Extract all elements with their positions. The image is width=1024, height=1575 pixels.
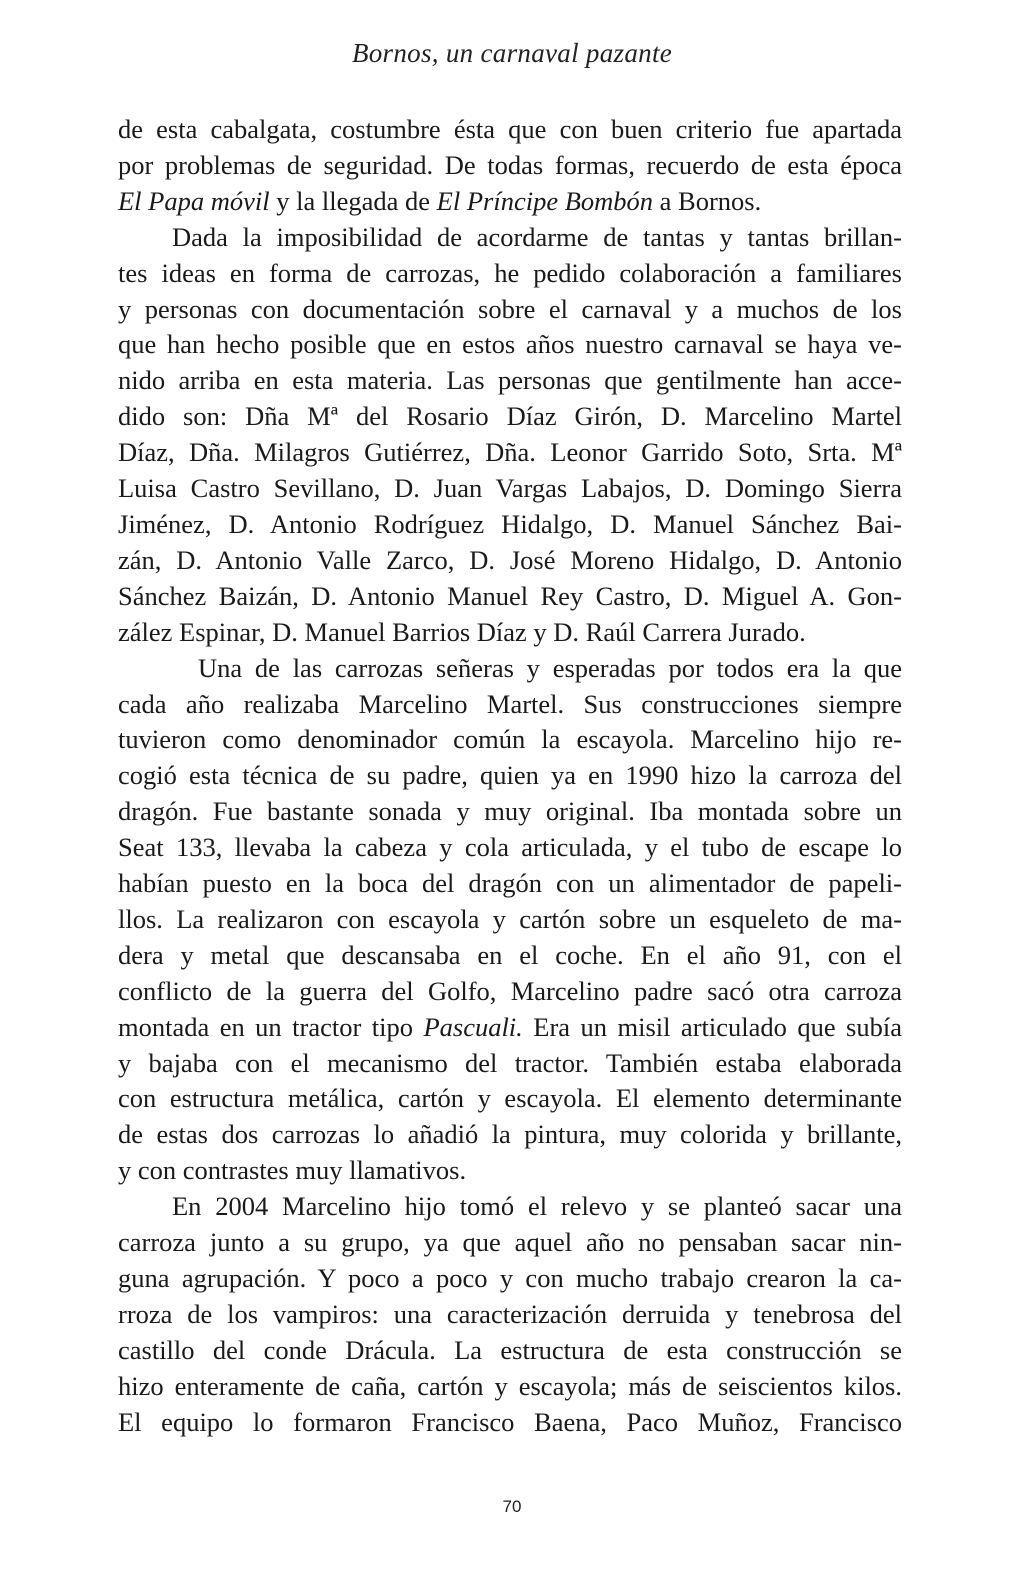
text-line: de esta cabalgata, costumbre ésta que con buen criterio fue apartada — [118, 114, 902, 144]
text-line: cada año realizaba Marcelino Martel. Sus construcciones siempre — [118, 688, 902, 719]
text-line: Luisa Castro Sevillano, D. Juan Vargas Labajos, D. Domingo Sierra — [118, 473, 902, 504]
text-line: Sánchez Baizán, D. Antonio Manuel Rey Castro, D. Miguel A. Gon- — [118, 580, 902, 611]
text-line: de estas dos carrozas lo añadió la pintura, muy colorida y brillante, — [118, 1119, 902, 1150]
text-line: guna agrupación. Y poco a poco y con mucho trabajo crearon la ca- — [118, 1263, 902, 1293]
text-line: cogió esta técnica de su padre, quien ya en 1990 hizo la carroza del — [118, 760, 902, 791]
text-line — [118, 184, 902, 220]
running-header: Bornos, un carnaval pazante — [351, 38, 673, 68]
paragraph — [118, 112, 902, 220]
text-line: que han hecho posible que en estos años nuestro carnaval se haya ve- — [118, 329, 902, 360]
text-line: Una de las carrozas señeras y esperadas por todos era la que — [198, 652, 902, 683]
text-line: Díaz, Dña. Milagros Gutiérrez, Dña. Leonor Garrido Soto, Srta. Mª — [118, 437, 902, 468]
text-line: castillo del conde Drácula. La estructura de esta construcción se — [118, 1334, 902, 1365]
text-line: rroza de los vampiros: una caracterización derruida y tenebrosa del — [118, 1298, 902, 1329]
text-line: dido son: Dña Mª del Rosario Díaz Girón, D. Marcelino Martel — [118, 401, 902, 432]
text-line: zán, D. Antonio Valle Zarco, D. José Moreno Hidalgo, D. Antonio — [118, 544, 902, 575]
text-line: El equipo lo formaron Francisco Baena, Paco Muñoz, Francisco — [118, 1406, 902, 1437]
text-fragment: Era un misil articulado que subía — [522, 1011, 902, 1042]
text-line: conflicto de la guerra del Golfo, Marcelino padre sacó otra carroza — [118, 975, 902, 1006]
text-line: nido arriba en esta materia. Las personas que gentilmente han acce- — [118, 365, 902, 396]
text-line: por problemas de seguridad. De todas formas, recuerdo de esta época — [118, 149, 902, 180]
paragraph — [118, 651, 902, 1190]
text-line: y con contrastes muy llamativos. — [118, 1155, 467, 1186]
text-fragment: y la llegada de — [269, 185, 437, 216]
italic-title: El Príncipe Bombón — [436, 185, 654, 216]
text-line: zález Espinar, D. Manuel Barrios Díaz y D. Raúl Carrera Jurado. — [118, 616, 806, 647]
text-line: Jiménez, D. Antonio Rodríguez Hidalgo, D. Manuel Sánchez Bai- — [118, 508, 902, 539]
italic-brand: Pascuali. — [423, 1011, 523, 1042]
text-line: Seat 133, llevaba la cabeza y cola articulada, y el tubo de escape lo — [118, 832, 902, 863]
text-line: y bajaba con el mecanismo del tractor. También estaba elaborada — [118, 1047, 902, 1078]
text-line — [118, 1010, 902, 1046]
page-number: 70 — [502, 1497, 522, 1516]
text-line: carroza junto a su grupo, ya que aquel año no pensaban sacar nin- — [118, 1227, 902, 1258]
text-line: con estructura metálica, cartón y escayola. El elemento determinante — [118, 1083, 902, 1114]
text-line: llos. La realizaron con escayola y cartón sobre un esqueleto de ma- — [118, 903, 902, 934]
text-line: Dada la imposibilidad de acordarme de tantas y tantas brillan- — [172, 221, 902, 252]
text-line: dera y metal que descansaba en el coche. En el año 91, con el — [118, 939, 902, 970]
text-line: y personas con documentación sobre el carnaval y a muchos de los — [118, 293, 902, 324]
text-line: tes ideas en forma de carrozas, he pedido colaboración a familiares — [118, 257, 902, 288]
text-line: hizo enteramente de caña, cartón y escayola; más de seiscientos kilos. — [118, 1370, 902, 1401]
italic-title: El Papa móvil — [118, 185, 270, 216]
text-line: tuvieron como denominador común la escayola. Marcelino hijo re- — [118, 724, 902, 755]
text-line: habían puesto en la boca del dragón con un alimentador de papeli- — [118, 868, 902, 899]
paragraph — [118, 220, 902, 651]
text-line: En 2004 Marcelino hijo tomó el relevo y se planteó sacar una — [172, 1191, 902, 1222]
paragraph — [118, 1189, 902, 1440]
body-text — [118, 112, 902, 1441]
text-line: dragón. Fue bastante sonada y muy original. Iba montada sobre un — [118, 796, 902, 827]
text-fragment: a Bornos. — [653, 185, 762, 216]
text-fragment: montada en un tractor tipo — [118, 1011, 424, 1042]
